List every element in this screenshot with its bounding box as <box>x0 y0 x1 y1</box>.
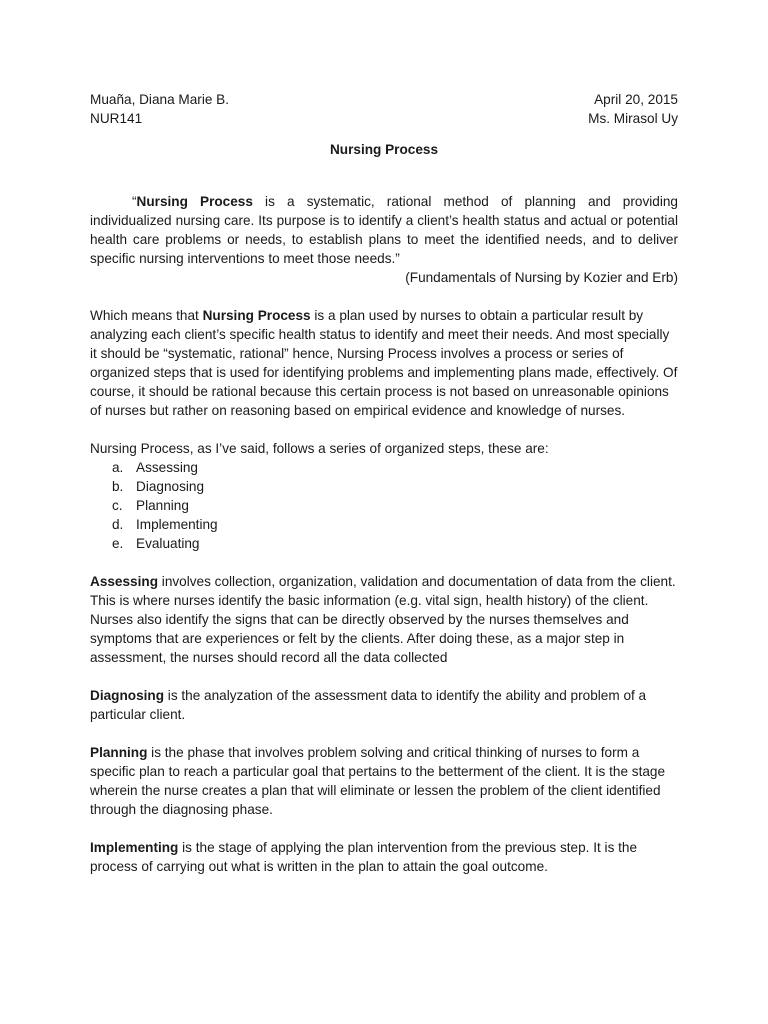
list-item <box>112 496 678 515</box>
quote-open-mark: “ <box>132 194 137 209</box>
list-item-label: Assessing <box>136 460 198 475</box>
planning-term: Planning <box>90 745 148 760</box>
author-name: Muaña, Diana Marie B. <box>90 92 230 107</box>
planning-paragraph <box>90 743 678 819</box>
assessing-term: Assessing <box>90 574 159 589</box>
page-title: Nursing Process <box>329 142 439 157</box>
list-item-label: Implementing <box>136 517 218 532</box>
list-item <box>112 458 678 477</box>
list-marker: c. <box>112 498 123 513</box>
diagnosing-paragraph <box>90 686 678 724</box>
list-marker: e. <box>112 536 124 551</box>
definition-quote <box>90 192 678 268</box>
diagnosing-text: is the analyzation of the assessment data to identify the ability and problem of a particular client. <box>90 688 647 722</box>
implementing-paragraph <box>90 838 678 876</box>
steps-list <box>90 458 678 553</box>
explanation-term: Nursing Process <box>202 308 311 323</box>
quote-text: is a systematic, rational method of planning and providing individualized nursing care. Its purpose is to identify a client’s health status and actual or potential health care problems or needs, to establish plans to meet the identified needs, and to deliver specific nursing interventions to meet those needs.” <box>90 194 678 266</box>
list-marker: b. <box>112 479 124 494</box>
assessing-text: involves collection, organization, validation and documentation of data from the client. This is where nurses identify the basic information (e.g. vital sign, health history) of the client. Nurses also identify the signs that can be directly observed by the nurses themselves and symptoms that are experiences or felt by the clients. After doing these, as a major step in assessment, the nurses should record all the data collected <box>90 574 676 665</box>
header-row-2 <box>90 109 678 128</box>
list-item <box>112 477 678 496</box>
explanation-lead: Which means that <box>90 308 203 323</box>
document-page <box>90 90 678 876</box>
assessing-paragraph <box>90 572 678 667</box>
document-date: April 20, 2015 <box>594 92 678 107</box>
list-marker: d. <box>112 517 124 532</box>
quote-term: Nursing Process <box>136 194 253 209</box>
diagnosing-term: Diagnosing <box>90 688 165 703</box>
instructor-name: Ms. Mirasol Uy <box>588 111 678 126</box>
explanation-paragraph <box>90 306 678 420</box>
list-item <box>112 534 678 553</box>
quote-source: (Fundamentals of Nursing by Kozier and Erb) <box>405 270 678 285</box>
list-item-label: Evaluating <box>136 536 200 551</box>
implementing-term: Implementing <box>90 840 179 855</box>
header-row-1 <box>90 90 678 109</box>
list-item <box>112 515 678 534</box>
list-item-label: Planning <box>136 498 189 513</box>
list-marker: a. <box>112 460 124 475</box>
implementing-text: is the stage of applying the plan intervention from the previous step. It is the process of carrying out what is written in the plan to attain the goal outcome. <box>90 840 638 874</box>
planning-text: is the phase that involves problem solving and critical thinking of nurses to form a specific plan to reach a particular goal that pertains to the betterment of the client. It is the stage wherein the nurse creates a plan that will eliminate or lessen the problem of the client identified through the diagnosing phase. <box>90 745 666 817</box>
list-item-label: Diagnosing <box>136 479 205 494</box>
course-code: NUR141 <box>90 111 143 126</box>
steps-intro: Nursing Process, as I’ve said, follows a series of organized steps, these are: <box>90 441 549 456</box>
explanation-text: is a plan used by nurses to obtain a particular result by analyzing each client’s specific health status to identify and meet their needs. And most specially it should be “systematic, rational” hence, Nursing Process involves a process or series of organized steps that is used for identifying problems and implementing plans made, effectively. Of course, it should be rational because this certain process is not based on unreasonable opinions of nurses but rather on reasoning based on empirical evidence and knowledge of nurses. <box>90 308 678 418</box>
